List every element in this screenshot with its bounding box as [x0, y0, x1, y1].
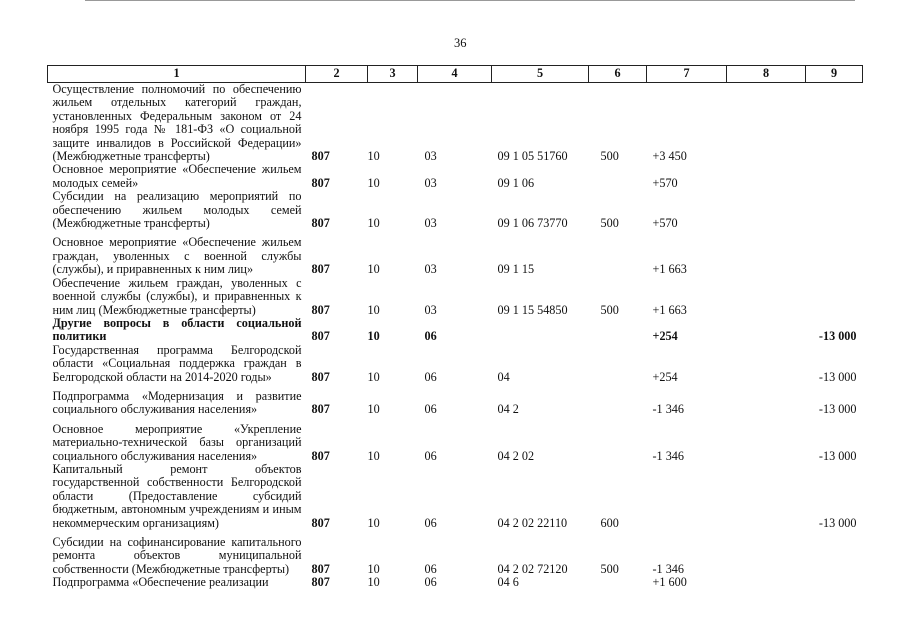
- cell-vt: [589, 576, 647, 589]
- cell-name: Основное мероприятие «Обеспечение жильем молодых семей»: [52, 162, 302, 190]
- table-row: [48, 83, 863, 164]
- cell-org: 807: [311, 216, 330, 231]
- cell-c9: [806, 236, 863, 276]
- cell-sub: 06: [424, 561, 437, 576]
- cell-amt: [647, 463, 727, 530]
- cell-c9: [806, 83, 863, 164]
- cell-sec: 10: [367, 515, 380, 530]
- cell-sec: 10: [367, 175, 380, 190]
- cell-tgt: 04 2 02 72120: [497, 561, 568, 576]
- header-col-2: 2: [306, 66, 368, 83]
- cell-name: Осуществление полномочий по обеспечению жильем отдельных категорий граждан, установленных Федеральным законом от 24 ноября 1995 года № 181-ФЗ «О социальной защите инвалидов в Российской Федерации» (Межбюджетные трансферты): [52, 82, 302, 164]
- cell-c8: [727, 190, 806, 230]
- table-row: [48, 390, 863, 417]
- cell-amt: +254: [652, 329, 678, 344]
- cell-sub: 03: [424, 302, 437, 317]
- table-row: [48, 536, 863, 576]
- cell-c9: [806, 576, 863, 589]
- cell-sub: 06: [424, 402, 437, 417]
- table-row: [48, 344, 863, 384]
- cell-c9: [806, 163, 863, 190]
- cell-amt: -1 346: [652, 448, 684, 463]
- cell-vt: [589, 317, 647, 344]
- cell-c9: -13 000: [818, 402, 857, 417]
- cell-amt: +570: [652, 216, 678, 231]
- cell-c8: [727, 344, 806, 384]
- cell-sub: 03: [424, 216, 437, 231]
- cell-c8: [727, 277, 806, 317]
- header-col-8: 8: [727, 66, 806, 83]
- cell-sub: 06: [424, 448, 437, 463]
- cell-c9: -13 000: [818, 448, 857, 463]
- cell-c9: [806, 536, 863, 576]
- table-row: [48, 423, 863, 463]
- table-row: [48, 317, 863, 344]
- header-col-3: 3: [368, 66, 418, 83]
- cell-sub: 03: [424, 149, 437, 164]
- cell-sub: 03: [424, 262, 437, 277]
- cell-org: 807: [311, 561, 330, 576]
- cell-tgt: 09 1 06: [497, 175, 535, 190]
- cell-amt: +570: [652, 175, 678, 190]
- cell-name: Субсидии на реализацию мероприятий по обеспечению жильем молодых семей (Межбюджетные трансферты): [52, 189, 302, 231]
- cell-org: 807: [311, 302, 330, 317]
- cell-c9: [806, 277, 863, 317]
- cell-c8: [727, 163, 806, 190]
- header-col-6: 6: [589, 66, 647, 83]
- cell-name: Государственная программа Белгородской области «Социальная поддержка граждан в Белгородской области на 2014-2020 годы»: [52, 342, 302, 384]
- cell-vt: 500: [600, 561, 619, 576]
- cell-amt: +1 663: [652, 302, 687, 317]
- cell-c8: [727, 536, 806, 576]
- cell-sec: 10: [367, 302, 380, 317]
- cell-name: Субсидии на софинансирование капитального ремонта объектов муниципальной собственности (Межбюджетные трансферты): [52, 535, 302, 576]
- cell-vt: 600: [600, 515, 619, 530]
- table-body: [48, 83, 863, 590]
- cell-tgt: 09 1 15 54850: [497, 302, 568, 317]
- cell-sub: 06: [424, 575, 437, 590]
- cell-c8: [727, 236, 806, 276]
- cell-name: Подпрограмма «Обеспечение реализации: [52, 575, 269, 590]
- cell-c9: -13 000: [818, 515, 857, 530]
- cell-vt: 500: [600, 149, 619, 164]
- table-row: [48, 576, 863, 589]
- top-rule: [85, 0, 855, 2]
- cell-sec: 10: [367, 216, 380, 231]
- cell-amt: -1 346: [652, 561, 684, 576]
- table-row: [48, 190, 863, 230]
- cell-sub: 06: [424, 369, 437, 384]
- cell-sec: 10: [367, 561, 380, 576]
- cell-sec: 10: [367, 369, 380, 384]
- cell-c8: [727, 390, 806, 417]
- cell-name: Другие вопросы в области социальной политики: [52, 315, 302, 344]
- header-col-9: 9: [806, 66, 863, 83]
- cell-name: Подпрограмма «Модернизация и развитие социального обслуживания населения»: [52, 388, 302, 417]
- cell-org: 807: [311, 402, 330, 417]
- cell-sec: 10: [367, 402, 380, 417]
- cell-c8: [727, 317, 806, 344]
- cell-c8: [727, 463, 806, 530]
- cell-tgt: 09 1 15: [497, 262, 535, 277]
- cell-amt: +1 600: [652, 575, 687, 590]
- cell-amt: +1 663: [652, 262, 687, 277]
- cell-org: 807: [311, 175, 330, 190]
- header-col-4: 4: [418, 66, 492, 83]
- cell-vt: [589, 236, 647, 276]
- cell-vt: [589, 163, 647, 190]
- cell-c8: [727, 423, 806, 463]
- cell-sub: 06: [424, 515, 437, 530]
- cell-org: 807: [311, 515, 330, 530]
- header-row: [48, 66, 863, 83]
- cell-tgt: 04 6: [497, 575, 519, 590]
- cell-sub: 03: [424, 175, 437, 190]
- cell-name: Основное мероприятие «Обеспечение жильем граждан, уволенных с военной службы (службы), и приравненных к ним лиц»: [52, 235, 302, 277]
- cell-vt: 500: [600, 302, 619, 317]
- cell-sec: 10: [367, 149, 380, 164]
- cell-amt: +3 450: [652, 149, 687, 164]
- cell-sec: 10: [367, 448, 380, 463]
- cell-tgt: 09 1 05 51760: [497, 149, 568, 164]
- cell-tgt: 09 1 06 73770: [497, 216, 568, 231]
- cell-c8: [727, 83, 806, 164]
- header-col-5: 5: [492, 66, 589, 83]
- cell-org: 807: [311, 149, 330, 164]
- cell-vt: 500: [600, 216, 619, 231]
- cell-tgt: 04 2 02: [497, 448, 535, 463]
- cell-sub: 06: [424, 329, 437, 344]
- cell-tgt: 04 2 02 22110: [497, 515, 568, 530]
- cell-sec: 10: [367, 262, 380, 277]
- cell-c9: -13 000: [818, 329, 857, 344]
- table-row: [48, 277, 863, 317]
- header-col-1: 1: [48, 66, 306, 83]
- cell-c9: -13 000: [818, 369, 857, 384]
- budget-table: [47, 65, 863, 590]
- cell-amt: +254: [652, 369, 678, 384]
- cell-org: 807: [311, 575, 330, 590]
- table-row: [48, 463, 863, 530]
- cell-tgt: 04 2: [497, 402, 519, 417]
- header-col-7: 7: [647, 66, 727, 83]
- cell-org: 807: [311, 369, 330, 384]
- cell-tgt: [492, 317, 589, 344]
- cell-name: Основное мероприятие «Укрепление материально-технической базы организаций социального обслуживания населения»: [52, 421, 302, 463]
- table-row: [48, 163, 863, 190]
- cell-vt: [589, 423, 647, 463]
- cell-c9: [806, 190, 863, 230]
- cell-name: Обеспечение жильем граждан, уволенных с военной службы (службы), и приравненных к ним лиц (Межбюджетные трансферты): [52, 275, 302, 317]
- cell-sec: 10: [367, 329, 380, 344]
- cell-c8: [727, 576, 806, 589]
- cell-sec: 10: [367, 575, 380, 590]
- cell-vt: [589, 344, 647, 384]
- cell-org: 807: [311, 448, 330, 463]
- cell-tgt: 04: [497, 369, 510, 384]
- cell-amt: -1 346: [652, 402, 684, 417]
- table-row: [48, 236, 863, 276]
- cell-org: 807: [311, 329, 330, 344]
- page-number: 36: [454, 36, 467, 50]
- cell-org: 807: [311, 262, 330, 277]
- cell-name: Капитальный ремонт объектов государственной собственности Белгородской области (Предоставление субсидий бюджетным, автономным учреждениям и иным некоммерческим организациям): [52, 461, 302, 530]
- cell-vt: [589, 390, 647, 417]
